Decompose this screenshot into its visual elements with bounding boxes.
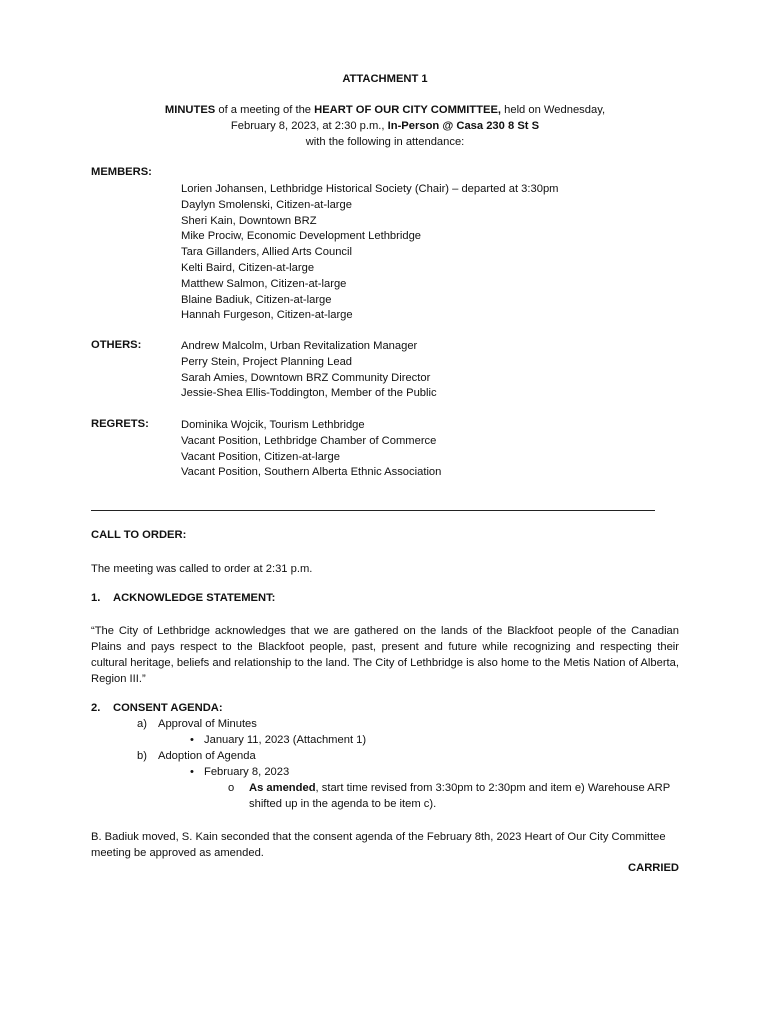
list-item: Mike Prociw, Economic Development Lethbridge [181,230,422,243]
list-item: Sarah Amies, Downtown BRZ Community Director [181,371,431,384]
bullet-text: January 11, 2023 (Attachment 1) [204,734,367,746]
item-text: Adoption of Agenda [158,750,256,762]
list-item: Sheri Kain, Downtown BRZ [181,214,317,227]
header-line-3: with the following in attendance: [305,136,465,148]
motion-text: B. Badiuk moved, S. Kain seconded that the consent agenda of the February 8th, 2023 Heart of Our City Committee meeting be approved as amended. [91,831,666,859]
members-label: MEMBERS: [91,166,152,178]
item-text: Approval of Minutes [158,718,257,730]
agenda-item-b [137,750,256,762]
meeting-date: February 8, 2023, at 2:30 p.m., [230,120,388,132]
item-marker: b) [137,750,147,762]
list-item: Andrew Malcolm, Urban Revitalization Manager [181,340,418,352]
agenda-item-a [137,718,257,730]
header-text: of a meeting of the [215,104,315,116]
agenda-sub-item [228,782,670,794]
header-line-2 [0,118,770,134]
agenda-sub-item-continued: shifted up in the agenda to be item c). [249,798,437,810]
bullet-icon: • [190,766,194,778]
agenda-bullet-a [190,734,366,746]
section-number: 2. [91,702,101,714]
members-list [181,182,558,324]
committee-name: HEART OF OUR CITY COMMITTEE, [314,104,502,116]
bullet-text: February 8, 2023 [204,766,290,778]
list-item: Hannah Furgeson, Citizen-at-large [181,309,353,322]
sub-item-text: , start time revised from 3:30pm to 2:30pm and item e) Warehouse ARP [315,782,671,794]
acknowledge-statement: “The City of Lethbridge acknowledges that we are gathered on the lands of the Blackfoot people of the Canadian Plains and pays respect to the Blackfoot people, past, present and future while recognizing and respecting their cultural heritage, beliefs and relationship to the land. The City of Lethbridge is also home to the Metis Nation of Alberta, Region III.” [91,625,679,685]
section-title: CONSENT AGENDA: [113,702,223,714]
list-item: Dominika Wojcik, Tourism Lethbridge [181,419,365,431]
call-to-order-heading: CALL TO ORDER: [91,529,187,541]
call-to-order-text: The meeting was called to order at 2:31 p.m. [91,563,313,575]
header-text: held on Wednesday, [501,104,606,116]
minutes-label: MINUTES [164,104,216,116]
list-item: Tara Gillanders, Allied Arts Council [181,246,352,259]
section-title: ACKNOWLEDGE STATEMENT: [113,592,276,604]
item-marker: a) [137,718,147,730]
list-item: Vacant Position, Southern Alberta Ethnic Association [181,466,442,479]
carried-label: CARRIED [628,862,679,874]
bullet-icon: • [190,734,194,746]
list-item: Blaine Badiuk, Citizen-at-large [181,293,332,306]
list-item: Jessie-Shea Ellis-Toddington, Member of the Public [181,387,437,400]
header-line-1 [0,102,770,118]
list-item: Matthew Salmon, Citizen-at-large [181,277,347,290]
document-header [0,71,770,150]
meeting-location: In-Person @ Casa 230 8 St S [387,120,540,132]
list-item: Daylyn Smolenski, Citizen-at-large [181,198,352,211]
attachment-title: ATTACHMENT 1 [342,73,428,85]
consent-agenda-heading [91,702,223,714]
divider [91,510,655,511]
regrets-label: REGRETS: [91,418,149,430]
list-item: Vacant Position, Lethbridge Chamber of Commerce [181,434,437,447]
others-list [181,339,437,402]
others-label: OTHERS: [91,339,142,351]
sub-bullet-icon: o [228,782,235,794]
as-amended-label: As amended [249,782,316,794]
acknowledge-heading [91,592,275,604]
regrets-list [181,418,441,481]
list-item: Perry Stein, Project Planning Lead [181,355,353,368]
section-number: 1. [91,592,101,604]
list-item: Vacant Position, Citizen-at-large [181,450,340,463]
list-item: Lorien Johansen, Lethbridge Historical Society (Chair) – departed at 3:30pm [181,183,559,195]
list-item: Kelti Baird, Citizen-at-large [181,261,315,274]
agenda-bullet-b [190,766,289,778]
